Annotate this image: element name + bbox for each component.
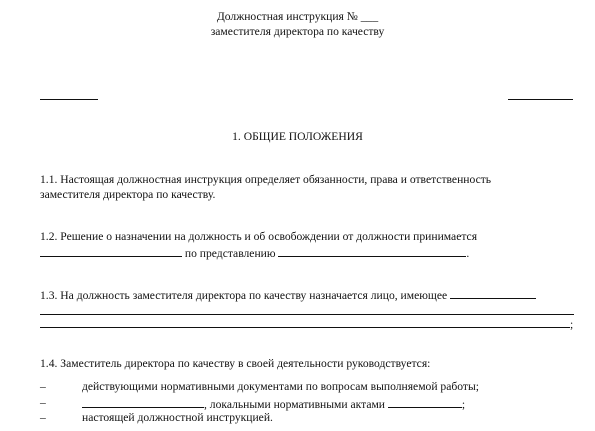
paragraph-1-4-line-1: 1.4. Заместитель директора по качеству в своей деятельности руководствуется: <box>40 357 431 370</box>
recommender-blank <box>278 245 466 257</box>
section-heading: 1. ОБЩИЕ ПОЛОЖЕНИЯ <box>232 130 363 143</box>
bullet-marker-2: – <box>40 396 46 409</box>
paragraph-1-3-end: ; <box>570 318 574 331</box>
paragraph-1-1-line-1: 1.1. Настоящая должностная инструкция определяет обязанности, права и ответственность <box>40 173 492 186</box>
qualification-blank <box>450 287 536 299</box>
bullet-item-2-end: ; <box>461 398 466 411</box>
bullet-marker-1: – <box>40 380 46 393</box>
bullet-item-3: настоящей должностной инструкцией. <box>82 411 273 424</box>
place-blank <box>40 99 98 100</box>
bullet-item-2 <box>82 396 465 412</box>
local-acts-blank <box>388 396 462 408</box>
paragraph-1-1-line-2: заместителя директора по качеству. <box>40 188 216 201</box>
appointing-body-blank <box>40 245 182 257</box>
paragraph-1-2-line-1: 1.2. Решение о назначении на должность и об освобождении от должности принимается <box>40 230 478 243</box>
paragraph-1-3-text: 1.3. На должность заместителя директора по качеству назначается лицо, имеющее <box>40 289 451 302</box>
bullet-marker-3: – <box>40 411 46 424</box>
bullet-item-2-mid: , локальными нормативными актами <box>204 398 388 411</box>
bullet-item-1: действующими нормативными документами по вопросам выполняемой работы; <box>82 380 479 393</box>
documents-blank <box>82 396 204 408</box>
qualification-blank-line-3 <box>40 316 570 328</box>
document-title: Должностная инструкция № ___ <box>216 10 379 23</box>
paragraph-1-3-line-3 <box>40 316 573 332</box>
qualification-blank-line-2 <box>40 314 574 315</box>
paragraph-1-2-mid: по представлению <box>182 247 279 260</box>
paragraph-1-3-line-1 <box>40 287 536 303</box>
paragraph-1-2-end: . <box>466 247 470 260</box>
paragraph-1-2-line-2 <box>40 245 469 261</box>
document-subtitle: заместителя директора по качеству <box>210 25 385 38</box>
date-blank <box>508 99 573 100</box>
